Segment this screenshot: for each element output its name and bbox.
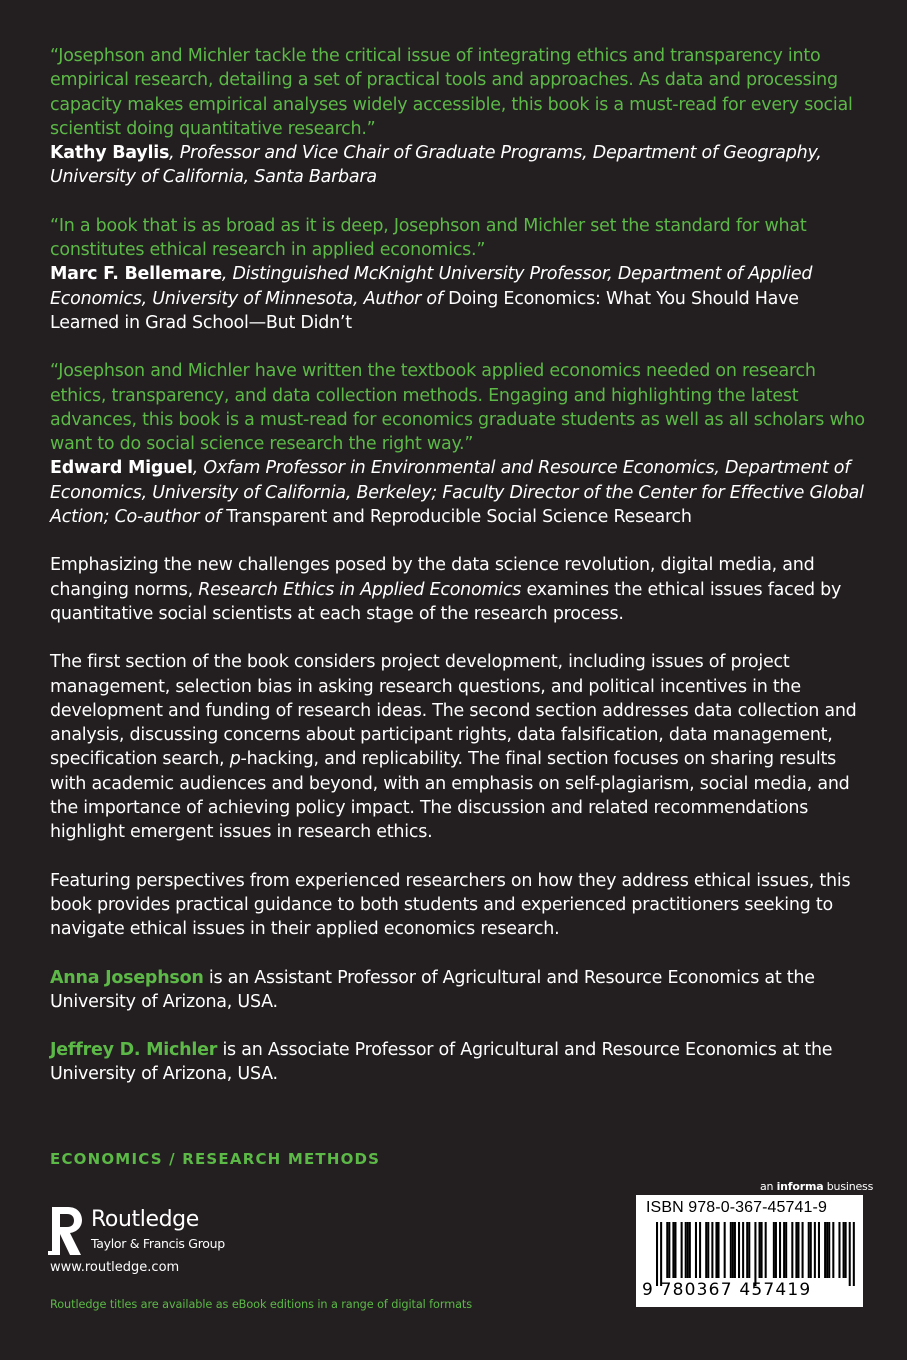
author-bio-2 [50, 1038, 870, 1087]
isbn-barcode [636, 1195, 863, 1307]
author-bio-1 [50, 966, 870, 1015]
barcode-bar [802, 1222, 804, 1278]
barcode-bar [668, 1222, 670, 1278]
endorser-role: , Professor and Vice Chair of Graduate Programs, Department of Geography, University of California, Santa Barbara [50, 143, 822, 188]
endorser-name: Edward Miguel [50, 458, 193, 479]
description-text: The first section of the book considers project development, including issues of project management, selection bias in asking research questions, and political incentives in the development and funding of research ideas. The second section addresses data collection and analysis, discussing concerns about participant rights, data falsification, data management, specification search, [50, 652, 857, 770]
description-text: Emphasizing the new challenges posed by the data science revolution, digital media, and changing norms, [50, 555, 815, 600]
author-bio-text: is an Associate Professor of Agricultural and Resource Economics at the University of Arizona, USA. [50, 1040, 833, 1085]
barcode-bar [689, 1222, 691, 1278]
publisher-website[interactable]: www.routledge.com [50, 1260, 180, 1275]
description-paragraph-3: Featuring perspectives from experienced researchers on how they address ethical issues, this book provides practical guidance to both students and experienced practitioners seeking to navigate ethical issues in their applied economics research. [50, 870, 851, 940]
barcode-bar [695, 1222, 697, 1278]
endorser-name: Marc F. Bellemare [50, 264, 222, 285]
barcode-bar [687, 1222, 689, 1278]
barcode-bar [754, 1222, 756, 1286]
barcode-digits: 9 780367 457419 [642, 1280, 812, 1300]
barcode-bar [748, 1222, 750, 1278]
informa-text: an [760, 1180, 777, 1193]
barcode-bar [660, 1222, 662, 1286]
barcode-bar [738, 1222, 740, 1278]
barcode-bar [711, 1222, 713, 1278]
routledge-r-icon [48, 1205, 86, 1257]
subject-category: ECONOMICS / RESEARCH METHODS [50, 1150, 381, 1168]
endorser-role: , Oxfam Professor in Environmental and Resource Economics, Department of Economics, University of California, Berkeley; Faculty Director of the Center for Effective Global Action; Co-author of [50, 458, 864, 528]
barcode-bar [838, 1222, 840, 1278]
endorsement-2 [50, 214, 870, 335]
endorser-role: , Distinguished McKnight University Professor, Department of Applied Economics, University of Minnesota, Author of [50, 264, 813, 309]
routledge-logo [48, 1205, 248, 1259]
barcode-bar [699, 1222, 701, 1278]
endorser-book: Doing Economics: What You Should Have Learned in Grad School—But Didn’t [50, 288, 799, 333]
informa-brand: informa [776, 1180, 824, 1193]
barcode-bar [849, 1222, 851, 1286]
endorsement-quote: “Josephson and Michler tackle the critical issue of integrating ethics and transparency into empirical research, detailing a set of practical tools and approaches. As data and processing capacity makes empirical analyses widely accessible, this book is a must-read for every social scientist doing quantitative research.” [50, 46, 853, 139]
barcode-bar [734, 1222, 736, 1278]
barcode-bar [783, 1222, 785, 1278]
barcode-bar [773, 1222, 775, 1278]
publisher-name: Routledge [91, 1207, 199, 1232]
barcode-bar [732, 1222, 734, 1278]
barcode-bar [681, 1222, 683, 1278]
endorsement-quote: “In a book that is as broad as it is deep, Josephson and Michler set the standard for what constitutes ethical research in applied economics.” [50, 215, 807, 261]
author-bio-text: is an Assistant Professor of Agricultural and Resource Economics at the University of Arizona, USA. [50, 967, 815, 1012]
barcode-bar [724, 1222, 726, 1278]
barcode-bar [759, 1222, 761, 1278]
barcode-bar [775, 1222, 777, 1278]
informa-text: business [823, 1180, 874, 1193]
endorser-name: Kathy Baylis [50, 143, 170, 164]
barcode-bar [797, 1222, 799, 1278]
barcode-bar [672, 1222, 674, 1278]
ebook-note: Routledge titles are available as eBook editions in a range of digital formats [50, 1298, 473, 1311]
barcode-bar [814, 1222, 816, 1278]
endorsement-3 [50, 359, 870, 529]
barcode-bar [705, 1222, 707, 1278]
barcode-bar [707, 1222, 709, 1278]
barcode-bar [826, 1222, 828, 1278]
barcode-bar [810, 1222, 812, 1278]
barcode-bar [791, 1222, 793, 1278]
barcode-bar [824, 1222, 826, 1278]
barcode-bar [808, 1222, 810, 1278]
barcode-bar [746, 1222, 748, 1278]
barcode-bar [761, 1222, 763, 1278]
barcode-bar [765, 1222, 767, 1278]
barcode-bar [795, 1222, 797, 1278]
barcode-bar [674, 1222, 676, 1278]
barcode-bar [828, 1222, 830, 1278]
endorsement-1 [50, 44, 870, 190]
barcode-bar [785, 1222, 787, 1278]
description-paragraph-1 [50, 553, 870, 626]
barcode-bar [730, 1222, 732, 1278]
barcode-bar [685, 1222, 687, 1278]
author-name: Jeffrey D. Michler [50, 1040, 218, 1061]
barcode-bar [845, 1222, 847, 1278]
barcode-bar [656, 1222, 658, 1286]
book-title: Research Ethics in Applied Economics [198, 579, 522, 600]
endorser-book: Transparent and Reproducible Social Science Research [220, 507, 692, 528]
informa-label [760, 1180, 873, 1193]
description-text: -hacking, and replicability. The final section focuses on sharing results with academic audiences and beyond, with an emphasis on self-plagiarism, social media, and the importance of achieving policy impact. The discussion and related recommendations highlight emergent issues in research ethics. [50, 749, 850, 843]
barcode-bar [853, 1222, 855, 1286]
barcode-bar [843, 1222, 845, 1278]
back-cover-content [50, 44, 870, 1111]
barcode-bar [666, 1222, 668, 1278]
barcode-bar [718, 1222, 720, 1278]
endorsement-quote: “Josephson and Michler have written the textbook applied economics needed on research ethics, transparency, and data collection methods. Engaging and highlighting the latest advances, this book is a must-read for economics graduate students as well as all scholars who want to do social science research the right way.” [50, 361, 865, 455]
description-paragraph-2 [50, 650, 870, 844]
endorsement-attribution [50, 262, 870, 335]
description-text: examines the ethical issues faced by quantitative social scientists at each stage of the research process. [50, 579, 842, 624]
barcode-bar [715, 1222, 717, 1278]
isbn-label: ISBN 978-0-367-45741-9 [646, 1199, 827, 1216]
italic-p: p [229, 749, 241, 770]
author-name: Anna Josephson [50, 967, 204, 988]
barcode-bar [742, 1222, 744, 1278]
barcode-bar [779, 1222, 781, 1278]
endorsement-attribution [50, 141, 870, 190]
endorsement-attribution [50, 456, 870, 529]
barcode-bar [832, 1222, 834, 1278]
publisher-group: Taylor & Francis Group [91, 1236, 225, 1251]
barcode-bar [818, 1222, 820, 1278]
